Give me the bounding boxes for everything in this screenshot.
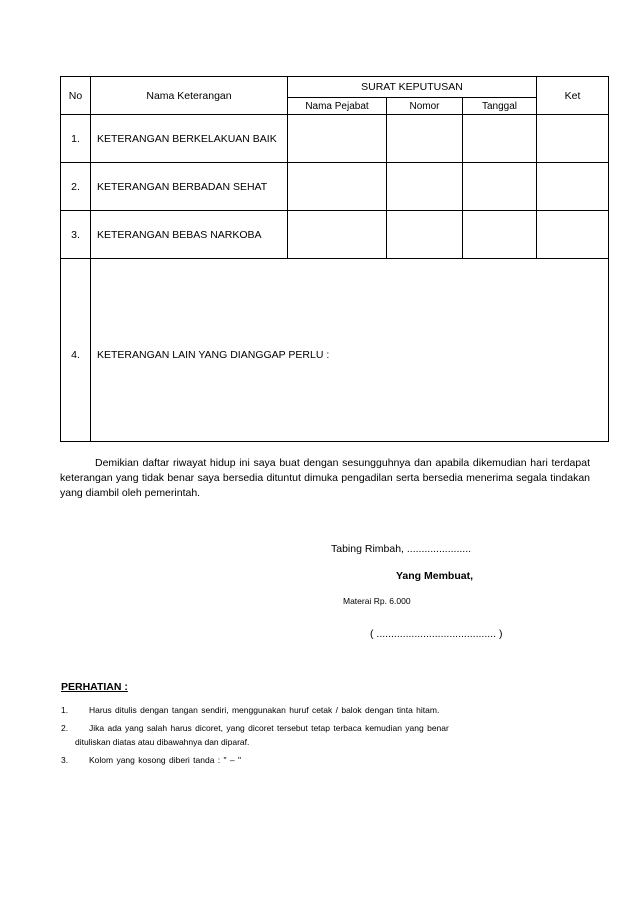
cell-nomor[interactable] — [387, 211, 463, 259]
table-header-row — [61, 77, 609, 98]
header-nomor: Nomor — [387, 98, 463, 115]
row-label-other[interactable]: KETERANGAN LAIN YANG DIANGGAP PERLU : — [91, 259, 609, 442]
note-number: 1. — [61, 705, 69, 715]
note-text: Kolom yang kosong diberi tanda : " – " — [89, 755, 242, 765]
note-number: 2. — [61, 723, 69, 733]
cell-nama-pejabat[interactable] — [288, 163, 387, 211]
cell-tanggal[interactable] — [463, 211, 537, 259]
note-text: Harus ditulis dengan tangan sendiri, menggunakan huruf cetak / balok dengan tinta hitam. — [89, 705, 440, 715]
list-item — [61, 753, 501, 767]
row-number: 4. — [61, 259, 91, 442]
list-item — [61, 703, 501, 717]
row-label: KETERANGAN BERKELAKUAN BAIK — [91, 115, 288, 163]
cell-ket[interactable] — [537, 163, 609, 211]
signature-maker-label: Yang Membuat, — [396, 570, 474, 582]
note-number: 3. — [61, 755, 69, 765]
header-nama-pejabat: Nama Pejabat — [288, 98, 387, 115]
cell-nama-pejabat[interactable] — [288, 211, 387, 259]
cell-nomor[interactable] — [387, 163, 463, 211]
cell-nama-pejabat[interactable] — [288, 115, 387, 163]
cell-tanggal[interactable] — [463, 115, 537, 163]
signature-name-line: ( ......................................... ) — [370, 628, 503, 640]
header-surat-keputusan: SURAT KEPUTUSAN — [288, 77, 537, 98]
row-number: 3. — [61, 211, 91, 259]
statement-text: Demikian daftar riwayat hidup ini saya buat dengan sesungguhnya dan apabila dikemudian hari terdapat keterangan yang tidak benar saya bersedia dituntut dimuka pengadilan serta bersedia menerima segala tindakan yang diambil oleh pemerintah. — [60, 457, 590, 499]
signature-place-date: Tabing Rimbah, ...................... — [331, 543, 472, 555]
header-no: No — [61, 77, 91, 115]
keterangan-table — [60, 76, 609, 442]
perhatian-list — [61, 703, 501, 771]
row-number: 2. — [61, 163, 91, 211]
cell-ket[interactable] — [537, 211, 609, 259]
note-text: Jika ada yang salah harus dicoret, yang dicoret tersebut tetap terbaca kemudian yang benar — [89, 723, 449, 733]
table-row — [61, 163, 609, 211]
table-row — [61, 115, 609, 163]
cell-tanggal[interactable] — [463, 163, 537, 211]
list-item — [61, 721, 501, 749]
row-label: KETERANGAN BEBAS NARKOBA — [91, 211, 288, 259]
cell-nomor[interactable] — [387, 115, 463, 163]
header-ket: Ket — [537, 77, 609, 115]
statement-paragraph — [60, 456, 590, 501]
table-row — [61, 211, 609, 259]
header-nama-keterangan: Nama Keterangan — [91, 77, 288, 115]
materai-label: Materai Rp. 6.000 — [343, 596, 411, 606]
perhatian-title: PERHATIAN : — [61, 681, 128, 693]
cell-ket[interactable] — [537, 115, 609, 163]
row-number: 1. — [61, 115, 91, 163]
header-tanggal: Tanggal — [463, 98, 537, 115]
row-label: KETERANGAN BERBADAN SEHAT — [91, 163, 288, 211]
note-text-continuation: dituliskan diatas atau dibawahnya dan diparaf. — [75, 737, 250, 747]
table-row — [61, 259, 609, 442]
